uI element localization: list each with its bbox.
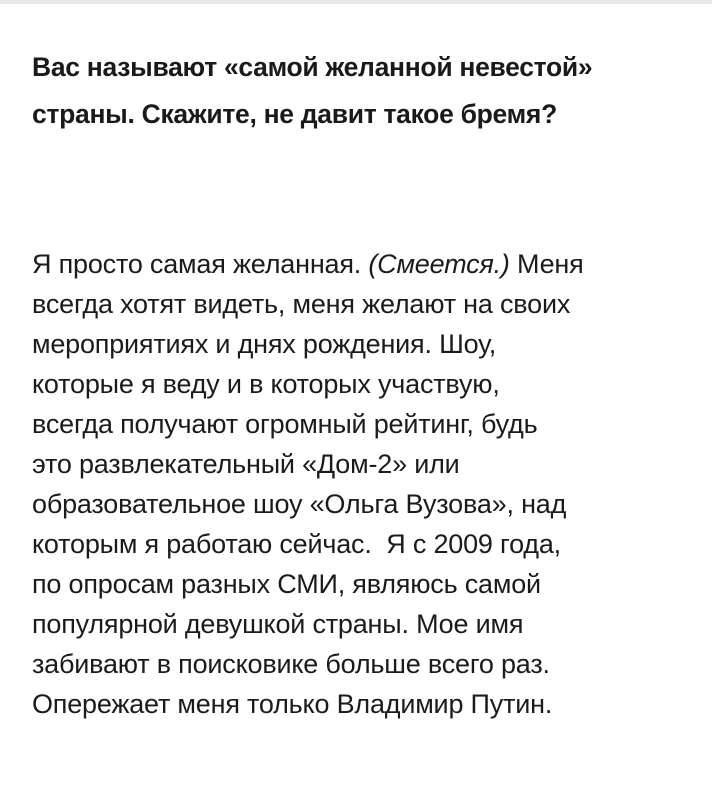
answer-line-1 xyxy=(32,244,584,284)
answer-line-2: всегда хотят видеть, меня желают на своих xyxy=(32,289,571,319)
answer-line-9: по опросам разных СМИ, являюсь самой xyxy=(32,569,541,599)
answer-line-8: которым я работаю сейчас. Я с 2009 года, xyxy=(32,529,561,559)
answer-line-6: это развлекательный «Дом-2» или xyxy=(32,449,460,479)
answer-line-5: всегда получают огромный рейтинг, будь xyxy=(32,409,538,439)
answer-line-7: образовательное шоу «Ольга Вузова», над xyxy=(32,489,567,519)
answer-line-12: Опережает меня только Владимир Путин. xyxy=(32,689,553,719)
question-line-2: страны. Скажите, не давит такое бремя? xyxy=(32,99,557,129)
answer-line-1-end: Меня xyxy=(509,249,584,279)
answer-line-11: забивают в поисковике больше всего раз. xyxy=(32,649,550,679)
interview-answer xyxy=(32,244,584,724)
question-line-1: Вас называют «самой желанной невестой» xyxy=(32,52,593,82)
answer-line-10: популярной девушкой страны. Мое имя xyxy=(32,609,524,639)
answer-line-4: которые я веду и в которых участвую, xyxy=(32,369,500,399)
top-divider xyxy=(0,0,712,4)
answer-line-3: мероприятиях и днях рождения. Шоу, xyxy=(32,329,497,359)
interview-question xyxy=(32,44,682,138)
interview-article xyxy=(32,44,682,719)
answer-aside-laughs: (Смеется.) xyxy=(368,249,510,279)
answer-line-1-start: Я просто самая желанная. xyxy=(32,249,369,279)
